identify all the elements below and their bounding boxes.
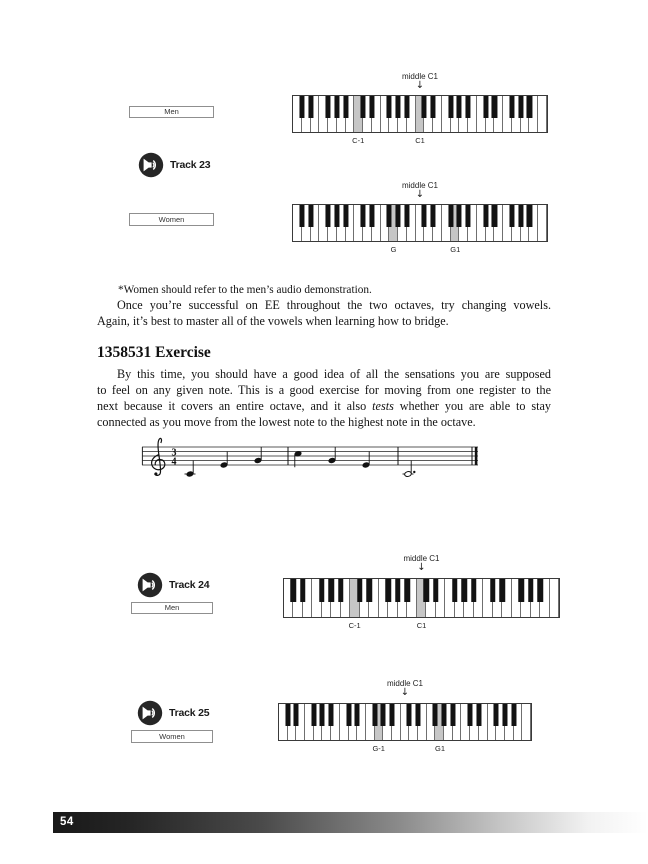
black-key bbox=[442, 704, 447, 726]
black-key bbox=[299, 96, 304, 118]
men-label-box bbox=[131, 602, 213, 614]
black-key bbox=[518, 205, 523, 227]
svg-text:4: 4 bbox=[171, 456, 177, 468]
men-label-box bbox=[129, 106, 214, 118]
paragraph-line: Once you’re successful on EE throughout the two octaves, try changing vowels. bbox=[117, 298, 551, 312]
paragraph-line: connected as you move from the lowest note to the highest note in the octave. bbox=[97, 415, 476, 429]
page-number: 54 bbox=[60, 816, 74, 828]
men-label: Men bbox=[164, 603, 180, 612]
black-key bbox=[325, 96, 330, 118]
black-key bbox=[381, 704, 386, 726]
keyboard-keys bbox=[283, 578, 560, 618]
black-key bbox=[386, 579, 391, 602]
black-key bbox=[511, 704, 516, 726]
black-key bbox=[422, 205, 427, 227]
black-key bbox=[483, 205, 488, 227]
black-key bbox=[294, 704, 299, 726]
italic-word: tests bbox=[372, 399, 394, 413]
black-key bbox=[518, 579, 523, 602]
white-key bbox=[522, 704, 531, 740]
black-key bbox=[457, 96, 462, 118]
black-key bbox=[423, 579, 428, 602]
black-key bbox=[404, 205, 409, 227]
black-key bbox=[422, 96, 427, 118]
black-key bbox=[476, 704, 481, 726]
black-key bbox=[343, 96, 348, 118]
black-key bbox=[509, 96, 514, 118]
staff-lines bbox=[142, 447, 478, 468]
exercise-heading: 1358531 Exercise bbox=[97, 344, 211, 361]
note-E4 bbox=[220, 462, 228, 468]
black-key bbox=[367, 579, 372, 602]
middle-c-label: middle C1 bbox=[401, 72, 439, 81]
paragraph-line: next because it covers an entire octave, and it also tests whether you are able to stay bbox=[97, 399, 551, 413]
track-label: Track 24 bbox=[169, 579, 210, 591]
middle-c-label: middle C1 bbox=[386, 679, 424, 688]
black-key bbox=[492, 96, 497, 118]
music-staff bbox=[140, 434, 480, 494]
paragraph-1 bbox=[97, 297, 551, 329]
black-key bbox=[494, 704, 499, 726]
black-key bbox=[325, 205, 330, 227]
black-key bbox=[357, 579, 362, 602]
keyboard-key-labels bbox=[278, 744, 532, 754]
note-C4 bbox=[186, 471, 194, 477]
keyboard-keys bbox=[292, 95, 548, 133]
time-signature bbox=[172, 447, 177, 467]
key-label: C1 bbox=[415, 136, 425, 145]
black-key bbox=[334, 96, 339, 118]
piano-keyboard-women-1 bbox=[292, 181, 548, 257]
white-key bbox=[550, 579, 559, 617]
key-label: G1 bbox=[450, 245, 461, 254]
black-key bbox=[431, 96, 436, 118]
black-key bbox=[448, 96, 453, 118]
piano-keyboard-men-2 bbox=[283, 554, 560, 634]
piano-keyboard-men-1 bbox=[292, 72, 548, 148]
women-label: Women bbox=[159, 732, 185, 741]
key-label: G1 bbox=[435, 744, 446, 753]
keyboard-key-labels bbox=[292, 245, 548, 255]
paragraph-line: to feel on any given note. This is a good exercise for moving from one register to the bbox=[97, 383, 551, 397]
black-key bbox=[407, 704, 412, 726]
black-key bbox=[528, 579, 533, 602]
middle-c-label: middle C1 bbox=[401, 181, 439, 190]
black-key bbox=[502, 704, 507, 726]
key-label: C1 bbox=[416, 621, 427, 630]
black-key bbox=[450, 704, 455, 726]
audio-track-25 bbox=[137, 700, 209, 726]
black-key bbox=[329, 704, 334, 726]
white-key bbox=[538, 205, 547, 241]
speaker-icon bbox=[138, 152, 164, 178]
black-key bbox=[308, 205, 313, 227]
speaker-icon bbox=[137, 700, 163, 726]
down-arrow-icon: ↓ bbox=[415, 80, 425, 91]
black-key bbox=[319, 579, 324, 602]
audio-track-24 bbox=[137, 572, 209, 598]
svg-text:3: 3 bbox=[171, 447, 177, 459]
black-key bbox=[416, 704, 421, 726]
black-key bbox=[395, 579, 400, 602]
keyboard-key-labels bbox=[283, 621, 560, 631]
black-key bbox=[355, 704, 360, 726]
black-key bbox=[396, 205, 401, 227]
black-key bbox=[372, 704, 377, 726]
black-key bbox=[492, 205, 497, 227]
black-key bbox=[369, 96, 374, 118]
down-arrow-icon: ↓ bbox=[417, 562, 426, 573]
black-key bbox=[537, 579, 542, 602]
black-key bbox=[346, 704, 351, 726]
black-key bbox=[527, 96, 532, 118]
black-key bbox=[300, 579, 305, 602]
middle-c-label: middle C1 bbox=[403, 554, 440, 563]
black-key bbox=[452, 579, 457, 602]
key-label: C-1 bbox=[352, 136, 365, 145]
black-key bbox=[396, 96, 401, 118]
black-key bbox=[499, 579, 504, 602]
black-key bbox=[405, 579, 410, 602]
black-key bbox=[518, 96, 523, 118]
women-label-box bbox=[131, 730, 213, 743]
black-key bbox=[338, 579, 343, 602]
treble-clef-icon bbox=[152, 438, 165, 475]
black-key bbox=[285, 704, 290, 726]
black-key bbox=[431, 205, 436, 227]
black-key bbox=[466, 96, 471, 118]
black-key bbox=[308, 96, 313, 118]
keyboard-key-labels bbox=[292, 136, 548, 146]
keyboard-keys bbox=[278, 703, 532, 741]
black-key bbox=[387, 205, 392, 227]
paragraph-2 bbox=[97, 366, 551, 430]
note-G4 bbox=[254, 457, 262, 463]
note-E4 bbox=[362, 462, 370, 468]
footnote: *Women should refer to the men’s audio demonstration. bbox=[118, 284, 372, 296]
black-key bbox=[320, 704, 325, 726]
footer-gradient-bar bbox=[53, 812, 648, 833]
paragraph-line: Again, it’s best to master all of the vowels when learning how to bridge. bbox=[97, 314, 449, 328]
black-key bbox=[369, 205, 374, 227]
women-label: Women bbox=[158, 215, 185, 224]
black-key bbox=[483, 96, 488, 118]
black-key bbox=[387, 96, 392, 118]
white-key bbox=[538, 96, 547, 132]
black-key bbox=[461, 579, 466, 602]
keyboard-keys bbox=[292, 204, 548, 242]
black-key bbox=[329, 579, 334, 602]
key-label: C-1 bbox=[348, 621, 361, 630]
black-key bbox=[311, 704, 316, 726]
black-key bbox=[448, 205, 453, 227]
note-C4 bbox=[404, 471, 412, 477]
black-key bbox=[468, 704, 473, 726]
piano-keyboard-women-2 bbox=[278, 679, 532, 757]
note-G4 bbox=[328, 457, 336, 463]
black-key bbox=[471, 579, 476, 602]
black-key bbox=[527, 205, 532, 227]
speaker-icon bbox=[137, 572, 163, 598]
down-arrow-icon: ↓ bbox=[415, 189, 425, 200]
black-key bbox=[466, 205, 471, 227]
black-key bbox=[404, 96, 409, 118]
men-label: Men bbox=[164, 107, 179, 116]
down-arrow-icon: ↓ bbox=[400, 687, 410, 698]
augmentation-dot bbox=[413, 471, 415, 473]
black-key bbox=[334, 205, 339, 227]
black-key bbox=[389, 704, 394, 726]
black-key bbox=[433, 579, 438, 602]
black-key bbox=[509, 205, 514, 227]
black-key bbox=[299, 205, 304, 227]
key-label: G bbox=[390, 245, 397, 254]
black-key bbox=[343, 205, 348, 227]
black-key bbox=[433, 704, 438, 726]
black-key bbox=[457, 205, 462, 227]
black-key bbox=[490, 579, 495, 602]
track-label: Track 25 bbox=[169, 707, 210, 719]
women-label-box bbox=[129, 213, 214, 226]
black-key bbox=[291, 579, 296, 602]
paragraph-line: By this time, you should have a good idea of all the sensations you are supposed bbox=[117, 367, 551, 381]
black-key bbox=[361, 96, 366, 118]
key-label: G-1 bbox=[372, 744, 385, 753]
track-label: Track 23 bbox=[170, 159, 211, 171]
audio-track-23 bbox=[138, 152, 210, 178]
black-key bbox=[361, 205, 366, 227]
